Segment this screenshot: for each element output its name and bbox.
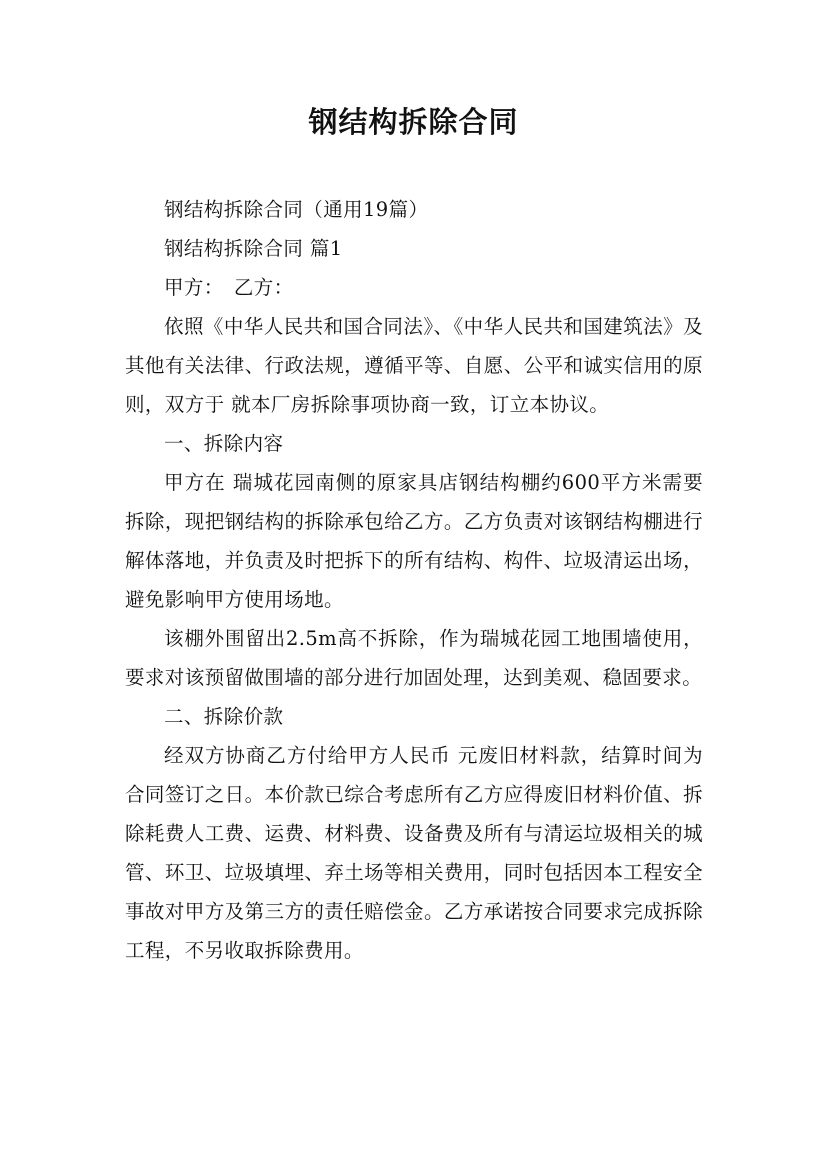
- document-body: [125, 190, 703, 970]
- paragraph-preamble: 依照《中华人民共和国合同法》、《中华人民共和国建筑法》及其他有关法律、行政法规，遵循平等、自愿、公平和诚实信用的原则，双方于 就本厂房拆除事项协商一致，订立本协议。: [125, 315, 703, 416]
- paragraph-subtitle: 钢结构拆除合同（通用19篇）: [164, 198, 429, 221]
- paragraph-parties: 甲方： 乙方：: [164, 276, 294, 299]
- paragraph-price-detail: 经双方协商乙方付给甲方人民币 元废旧材料款，结算时间为合同签订之日。本价款已综合考虑所有乙方应得废旧材料价值、拆除耗费人工费、运费、材料费、设备费及所有与清运垃圾相关的城管、环卫、垃圾填埋、弃土场等相关费用，同时包括因本工程安全事故对甲方及第三方的责任赔偿金。乙方承诺按合同要求完成拆除工程，不另收取拆除费用。: [125, 744, 703, 962]
- paragraph-heading-price: 二、拆除价款: [164, 705, 284, 728]
- paragraph-wall-retention: 该棚外围留出2.5m高不拆除，作为瑞城花园工地围墙使用，要求对该预留做围墙的部分进行加固处理，达到美观、稳固要求。: [125, 627, 703, 689]
- paragraph-scope-detail: 甲方在 瑞城花园南侧的原家具店钢结构棚约600平方米需要拆除，现把钢结构的拆除承包给乙方。乙方负责对该钢结构棚进行解体落地，并负责及时把拆下的所有结构、构件、垃圾清运出场，避免影响甲方使用场地。: [125, 471, 703, 611]
- document-title: 钢结构拆除合同: [308, 105, 519, 139]
- paragraph-heading-scope: 一、拆除内容: [164, 432, 284, 455]
- paragraph-section-heading: 钢结构拆除合同 篇1: [164, 237, 343, 260]
